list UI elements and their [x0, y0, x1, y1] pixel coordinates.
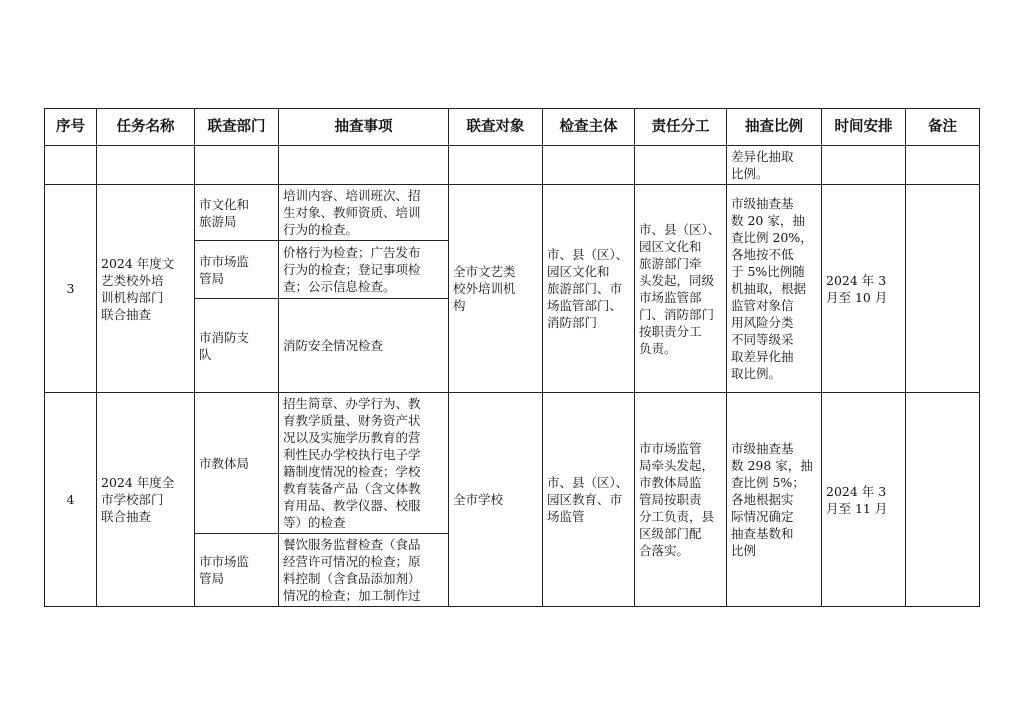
- header-task-name: 任务名称: [97, 109, 195, 146]
- cell-text-line: 育用品、教学仪器、校服: [283, 498, 421, 513]
- cell-text-line: 市级抽查基: [731, 196, 794, 211]
- header-target: 联查对象: [449, 109, 543, 146]
- cell-text-line: 取差异化抽: [731, 349, 794, 364]
- cell-text-line: 旅游部门牵: [639, 255, 702, 271]
- cell-text-line: 市、县（区）、: [547, 475, 629, 490]
- cell-text-line: 监管对象信: [731, 298, 794, 313]
- cell-empty: [822, 146, 906, 185]
- cell-text-line: 场监管: [547, 509, 585, 524]
- cell-task4-target: [449, 393, 543, 607]
- cell-text-line: 查比例 5%；: [731, 475, 805, 490]
- cell-text-line: 艺类校外培: [101, 272, 164, 288]
- cell-task3-dept1: [195, 185, 279, 241]
- table-row-task4-a: [45, 393, 980, 534]
- cell-text-line: 旅游部门、市: [547, 281, 623, 296]
- cell-text-line: 园区文化和: [547, 264, 610, 279]
- cell-text-line: 不同等级采: [731, 332, 794, 347]
- cell-text-line: 消防部门: [547, 315, 598, 330]
- cell-text-line: 头发起，同级: [639, 272, 715, 288]
- cell-task4-dept2: [195, 534, 279, 607]
- cell-text-line: 利性民办学校执行电子学: [283, 447, 421, 462]
- cell-text-line: 教育装备产品（含文体教: [283, 481, 421, 496]
- cell-text-line: 园区教育、市: [547, 492, 623, 507]
- header-ratio: 抽查比例: [727, 109, 822, 146]
- header-row: [45, 109, 980, 146]
- cell-task3-item1: [279, 185, 449, 241]
- cell-text-line: 消防安全情况检查: [283, 338, 384, 353]
- cell-task3-item3: [279, 299, 449, 393]
- cell-text-line: 各地根据实: [731, 492, 794, 507]
- header-no: 序号: [45, 109, 97, 146]
- cell-text-line: 际情况确定: [731, 509, 794, 524]
- cell-text-line: 2024 年度全: [101, 475, 175, 490]
- cell-text-line: 市学校部门: [101, 492, 164, 507]
- cell-text-line: 联合抽查: [101, 306, 152, 322]
- cell-text-line: 分工负责，县: [639, 509, 715, 524]
- cell-task4-item1: [279, 393, 449, 534]
- cell-text-line: 市场监管部: [639, 289, 702, 305]
- cell-text-line: 2024 年 3: [826, 483, 887, 499]
- cell-task4-dept1: [195, 393, 279, 534]
- cell-text-line: 校外培训机: [453, 281, 516, 296]
- cell-text-line: 联合抽查: [101, 509, 152, 524]
- cell-task4-duty: [635, 393, 727, 607]
- cell-text-line: 队: [199, 346, 212, 362]
- cell-text-line: 行为的检查。: [283, 222, 359, 237]
- cell-task4-subject: [543, 393, 635, 607]
- cell-text-line: 负责。: [639, 340, 677, 356]
- cell-text-line: 市级抽查基: [731, 441, 794, 456]
- cell-task3-ratio: [727, 185, 822, 393]
- cell-text-line: 料控制（含食品添加剂）: [283, 571, 421, 586]
- cell-text-line: 管局按职责: [639, 492, 702, 507]
- cell-text-line: 月至 10 月: [826, 289, 888, 305]
- cell-text-line: 全市文艺类: [453, 264, 516, 279]
- cell-text-line: 2024 年 3: [826, 272, 887, 288]
- cell-task3-subject: [543, 185, 635, 393]
- cell-text-line: 市教体局: [199, 455, 250, 471]
- cell-text-line: 场监管部门、: [547, 298, 623, 313]
- header-remark: 备注: [906, 109, 980, 146]
- cell-text-line: 各地按不低: [731, 247, 794, 262]
- cell-text-line: 数 20 家，抽: [731, 213, 805, 228]
- cell-text-line: 旅游局: [199, 213, 237, 229]
- cell-text-line: 价格行为检查；广告发布: [283, 245, 421, 260]
- cell-text-line: 用风险分类: [731, 315, 794, 330]
- cell-task3-name: [97, 185, 195, 393]
- cell-text-line: 构: [453, 298, 466, 313]
- cell-text-line: 行为的检查；登记事项检: [283, 262, 421, 277]
- cell-text-line: 市市场监: [199, 253, 250, 269]
- cell-task3-target: [449, 185, 543, 393]
- cell-text-line: 管局: [199, 571, 225, 586]
- cell-task3-duty: [635, 185, 727, 393]
- cell-text-line: 门、消防部门: [639, 306, 715, 322]
- cell-text-line: 园区文化和: [639, 238, 702, 254]
- cell-task4-remark: [906, 393, 980, 607]
- cell-text-line: 局牵头发起，: [639, 458, 715, 473]
- cell-text-line: 管局: [199, 270, 225, 286]
- header-items: 抽查事项: [279, 109, 449, 146]
- cell-text-line: 月至 11 月: [826, 500, 888, 516]
- cell-text-line: 等）的检查: [283, 515, 346, 530]
- cell-text-line: 差异化抽取: [731, 149, 794, 164]
- cell-task3-no: 3: [45, 185, 97, 393]
- cell-empty: [906, 146, 980, 185]
- cell-text-line: 查比例 20%，: [731, 230, 813, 245]
- cell-text-line: 市市场监: [199, 554, 250, 569]
- cell-task4-no: 4: [45, 393, 97, 607]
- header-duty: 责任分工: [635, 109, 727, 146]
- cell-empty: [449, 146, 543, 185]
- cell-text-line: 餐饮服务监督检查（食品: [283, 537, 421, 552]
- cell-text-line: 全市学校: [453, 492, 504, 507]
- cell-text-line: 市教体局监: [639, 475, 702, 490]
- cell-empty: [97, 146, 195, 185]
- cell-text-line: 区级部门配: [639, 526, 702, 541]
- cell-text-line: 市市场监管: [639, 441, 702, 456]
- cell-text-line: 取比例。: [731, 366, 782, 381]
- header-dept: 联查部门: [195, 109, 279, 146]
- cell-task3-remark: [906, 185, 980, 393]
- cell-empty: [195, 146, 279, 185]
- cell-text-line: 招生简章、办学行为、教: [283, 396, 421, 411]
- cell-text-line: 生对象、教师资质、培训: [283, 205, 421, 220]
- cell-empty: [543, 146, 635, 185]
- cell-text-line: 市文化和: [199, 196, 250, 212]
- cell-text-line: 按职责分工: [639, 323, 702, 339]
- header-time: 时间安排: [822, 109, 906, 146]
- cell-ratio-continued: [727, 146, 822, 185]
- cell-text-line: 于 5%比例随: [731, 264, 805, 279]
- cell-text-line: 训机构部门: [101, 289, 164, 305]
- cell-text-line: 情况的检查；加工制作过: [283, 588, 421, 603]
- cell-text-line: 况以及实施学历教育的营: [283, 430, 421, 445]
- cell-task3-dept2: [195, 241, 279, 299]
- cell-text-line: 2024 年度文: [101, 255, 175, 271]
- cell-text-line: 育教学质量、财务资产状: [283, 413, 421, 428]
- inspection-task-table: [44, 108, 980, 607]
- table-row-continuation: [45, 146, 980, 185]
- cell-task3-item2: [279, 241, 449, 299]
- cell-task4-ratio: [727, 393, 822, 607]
- cell-empty: [635, 146, 727, 185]
- cell-task3-dept3: [195, 299, 279, 393]
- cell-task4-name: [97, 393, 195, 607]
- cell-text-line: 机抽取，根据: [731, 281, 807, 296]
- cell-task3-time: [822, 185, 906, 393]
- cell-text-line: 经营许可情况的检查；原: [283, 554, 421, 569]
- table-row-task3-a: [45, 185, 980, 241]
- cell-text-line: 查；公示信息检查。: [283, 279, 396, 294]
- cell-task4-item2: [279, 534, 449, 607]
- header-subject: 检查主体: [543, 109, 635, 146]
- cell-text-line: 市、县（区）、: [639, 221, 721, 237]
- cell-text-line: 合落实。: [639, 543, 690, 558]
- cell-empty: [279, 146, 449, 185]
- cell-text-line: 市、县（区）、: [547, 247, 629, 262]
- cell-text-line: 数 298 家，抽: [731, 458, 813, 473]
- cell-text-line: 市消防支: [199, 329, 250, 345]
- cell-empty: [45, 146, 97, 185]
- cell-text-line: 抽查基数和: [731, 526, 794, 541]
- cell-task4-time: [822, 393, 906, 607]
- cell-text-line: 培训内容、培训班次、招: [283, 188, 421, 203]
- cell-text-line: 籍制度情况的检查；学校: [283, 464, 421, 479]
- cell-text-line: 比例: [731, 543, 757, 558]
- cell-text-line: 比例。: [731, 166, 769, 181]
